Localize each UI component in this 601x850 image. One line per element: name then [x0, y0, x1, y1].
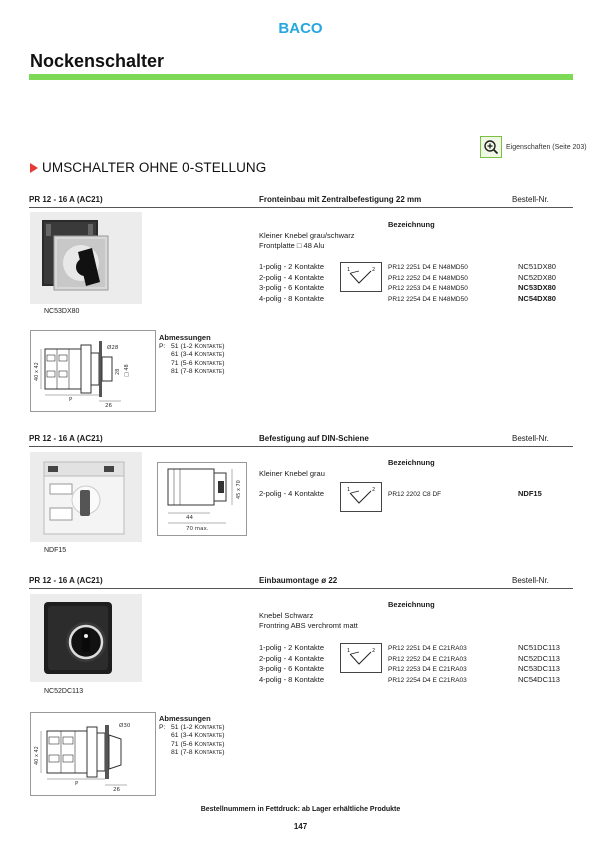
poles-cell: 4-polig - 8 Kontakte: [259, 674, 325, 684]
dim-label: □ 48: [124, 364, 130, 377]
type-code-cell: PR12 2251 D4 E N48MD50: [388, 264, 468, 271]
dim-value: 71: [171, 740, 179, 748]
dim-note: (1-2 Kontakte): [180, 342, 225, 350]
type-code-cell: PR12 2252 D4 E C21RA03: [388, 655, 467, 663]
zoom-plus-icon: [480, 136, 502, 158]
symbol-label-2: 2: [372, 487, 376, 493]
description-line: Kleiner Knebel grau: [259, 469, 325, 478]
dim-value: 71: [171, 359, 179, 367]
dim-label: P: [69, 397, 73, 403]
triangle-bullet-icon: [30, 163, 38, 173]
dim-label: 70 max.: [186, 526, 209, 532]
dim-value: 81: [171, 749, 179, 756]
order-number-cell: NC54DX80: [518, 293, 556, 303]
poles-cell: 1-polig - 2 Kontakte: [259, 643, 325, 652]
product-header-1: [29, 193, 573, 208]
type-code-cell: PR12 2254 D4 E N48MD50: [388, 295, 468, 303]
dim-label: 28: [115, 368, 121, 375]
product-name: PR 12 - 16 A (AC21): [29, 576, 103, 585]
dim-value: 61: [171, 351, 179, 358]
poles-column: [259, 489, 324, 500]
section-heading-text: UMSCHALTER OHNE 0-STELLUNG: [42, 160, 267, 175]
type-code-column: [388, 263, 468, 305]
type-code-cell: PR12 2251 D4 E C21RA03: [388, 645, 467, 652]
dim-label: 26: [113, 787, 120, 793]
photo-caption: NDF15: [44, 547, 67, 554]
brand-logo-text: BACO: [278, 20, 323, 37]
order-number-cell: NC52DC113: [518, 653, 560, 663]
description-line: Kleiner Knebel grau/schwarz: [259, 231, 355, 240]
poles-cell: 3-polig - 6 Kontakte: [259, 664, 325, 673]
order-number-column: [518, 643, 560, 685]
symbol-label-1: 1: [347, 487, 351, 493]
switch-symbol-icon: [340, 643, 382, 673]
dim-label: 44: [186, 515, 193, 521]
product-description: [259, 611, 358, 631]
bezeichnung-label: Bezeichnung: [388, 458, 435, 467]
order-number-cell: NDF15: [518, 489, 542, 498]
description-line: Frontring ABS verchromt matt: [259, 621, 358, 630]
order-number-cell: NC51DC113: [518, 643, 560, 652]
order-number-cell: NC52DX80: [518, 272, 556, 282]
dim-value: 51: [171, 342, 179, 350]
product-description: [259, 231, 354, 251]
order-number-cell: NC53DC113: [518, 664, 560, 673]
dim-label: Ø28: [107, 345, 119, 351]
symbol-label-1: 1: [347, 267, 351, 273]
mounting-type: Fronteinbau mit Zentralbefestigung 22 mm: [259, 195, 422, 204]
dimensions-title: Abmessungen: [159, 333, 211, 342]
dim-value: 81: [171, 368, 179, 375]
dim-note: (3-4 Kontakte): [180, 351, 225, 358]
poles-cell: 3-polig - 6 Kontakte: [259, 283, 325, 292]
poles-column: [259, 262, 324, 304]
dimension-drawing-1: [30, 330, 156, 412]
poles-cell: 2-polig - 4 Kontakte: [259, 489, 325, 498]
section-heading: [30, 160, 266, 175]
type-code-cell: PR12 2254 D4 E C21RA03: [388, 676, 467, 684]
dim-value: 51: [171, 723, 179, 731]
symbol-label-1: 1: [347, 648, 351, 654]
product-photo-1: [30, 212, 142, 304]
dim-prefix: P:: [159, 723, 166, 731]
bezeichnung-label: Bezeichnung: [388, 220, 435, 229]
product-header-2: [29, 432, 573, 447]
type-code-cell: PR12 2253 D4 E C21RA03: [388, 666, 467, 673]
type-code-cell: PR12 2253 D4 E N48MD50: [388, 285, 468, 292]
order-number-header: Bestell-Nr.: [512, 576, 549, 585]
dim-label: P: [75, 781, 79, 787]
properties-link[interactable]: [480, 136, 587, 158]
type-code-cell: PR12 2202 C8 DF: [388, 491, 442, 498]
dim-value: 61: [171, 732, 179, 739]
order-number-column: [518, 262, 556, 304]
poles-column: [259, 643, 324, 685]
switch-symbol-icon: [340, 262, 382, 292]
page-number: 147: [293, 822, 308, 831]
type-code-column: [388, 644, 467, 686]
type-code-column: [388, 490, 441, 501]
dim-label: 40 x 42: [34, 362, 40, 381]
dim-label: 40 x 42: [34, 746, 40, 765]
dimensions-list-1: [159, 334, 224, 377]
product-photo-2: [30, 452, 142, 542]
symbol-label-2: 2: [372, 267, 376, 273]
product-name: PR 12 - 16 A (AC21): [29, 195, 103, 204]
symbol-label-2: 2: [372, 648, 376, 654]
dimension-drawing-3: [30, 712, 156, 796]
order-number-cell: NC53DX80: [518, 283, 556, 292]
dimensions-list-3: [159, 715, 224, 758]
photo-caption: NC52DC113: [44, 688, 84, 695]
page-title: Nockenschalter: [30, 51, 165, 71]
dim-note: (5-6 Kontakte): [180, 740, 225, 748]
footer-note: Bestellnummern in Fettdruck: ab Lager erhältliche Produkte: [200, 806, 401, 813]
order-number-column: [518, 489, 542, 500]
order-number-cell: NC54DC113: [518, 674, 560, 684]
product-header-3: [29, 574, 573, 589]
product-photo-3: [30, 594, 142, 682]
product-description: [259, 469, 325, 479]
dim-note: (7-8 Kontakte): [180, 368, 225, 375]
dim-prefix: P:: [159, 342, 166, 350]
mounting-type: Befestigung auf DIN-Schiene: [259, 434, 369, 443]
poles-cell: 2-polig - 4 Kontakte: [259, 272, 325, 282]
dim-label: 26: [105, 403, 112, 409]
dimension-drawing-2: [157, 462, 247, 536]
bezeichnung-label: Bezeichnung: [388, 600, 435, 609]
order-number-cell: NC51DX80: [518, 262, 556, 271]
switch-symbol-icon: [340, 482, 382, 512]
poles-cell: 4-polig - 8 Kontakte: [259, 293, 325, 303]
type-code-cell: PR12 2252 D4 E N48MD50: [388, 274, 468, 282]
order-number-header: Bestell-Nr.: [512, 434, 549, 443]
dimensions-title: Abmessungen: [159, 714, 211, 723]
mounting-type: Einbaumontage ø 22: [259, 576, 338, 585]
description-line: Frontplatte □ 48 Alu: [259, 241, 325, 250]
poles-cell: 2-polig - 4 Kontakte: [259, 653, 325, 663]
description-line: Knebel Schwarz: [259, 611, 314, 620]
dim-note: (7-8 Kontakte): [180, 749, 225, 756]
poles-cell: 1-polig - 2 Kontakte: [259, 262, 325, 271]
product-name: PR 12 - 16 A (AC21): [29, 434, 103, 443]
properties-link-label: Eigenschaften (Seite 203): [506, 143, 587, 151]
dim-note: (1-2 Kontakte): [180, 723, 225, 731]
dim-label: 45 x 70: [236, 480, 242, 499]
dim-label: Ø30: [119, 723, 131, 729]
order-number-header: Bestell-Nr.: [512, 195, 549, 204]
photo-caption: NC53DX80: [44, 308, 80, 315]
dim-note: (3-4 Kontakte): [180, 732, 225, 739]
dim-note: (5-6 Kontakte): [180, 359, 225, 367]
title-underline-bar: [29, 74, 573, 80]
